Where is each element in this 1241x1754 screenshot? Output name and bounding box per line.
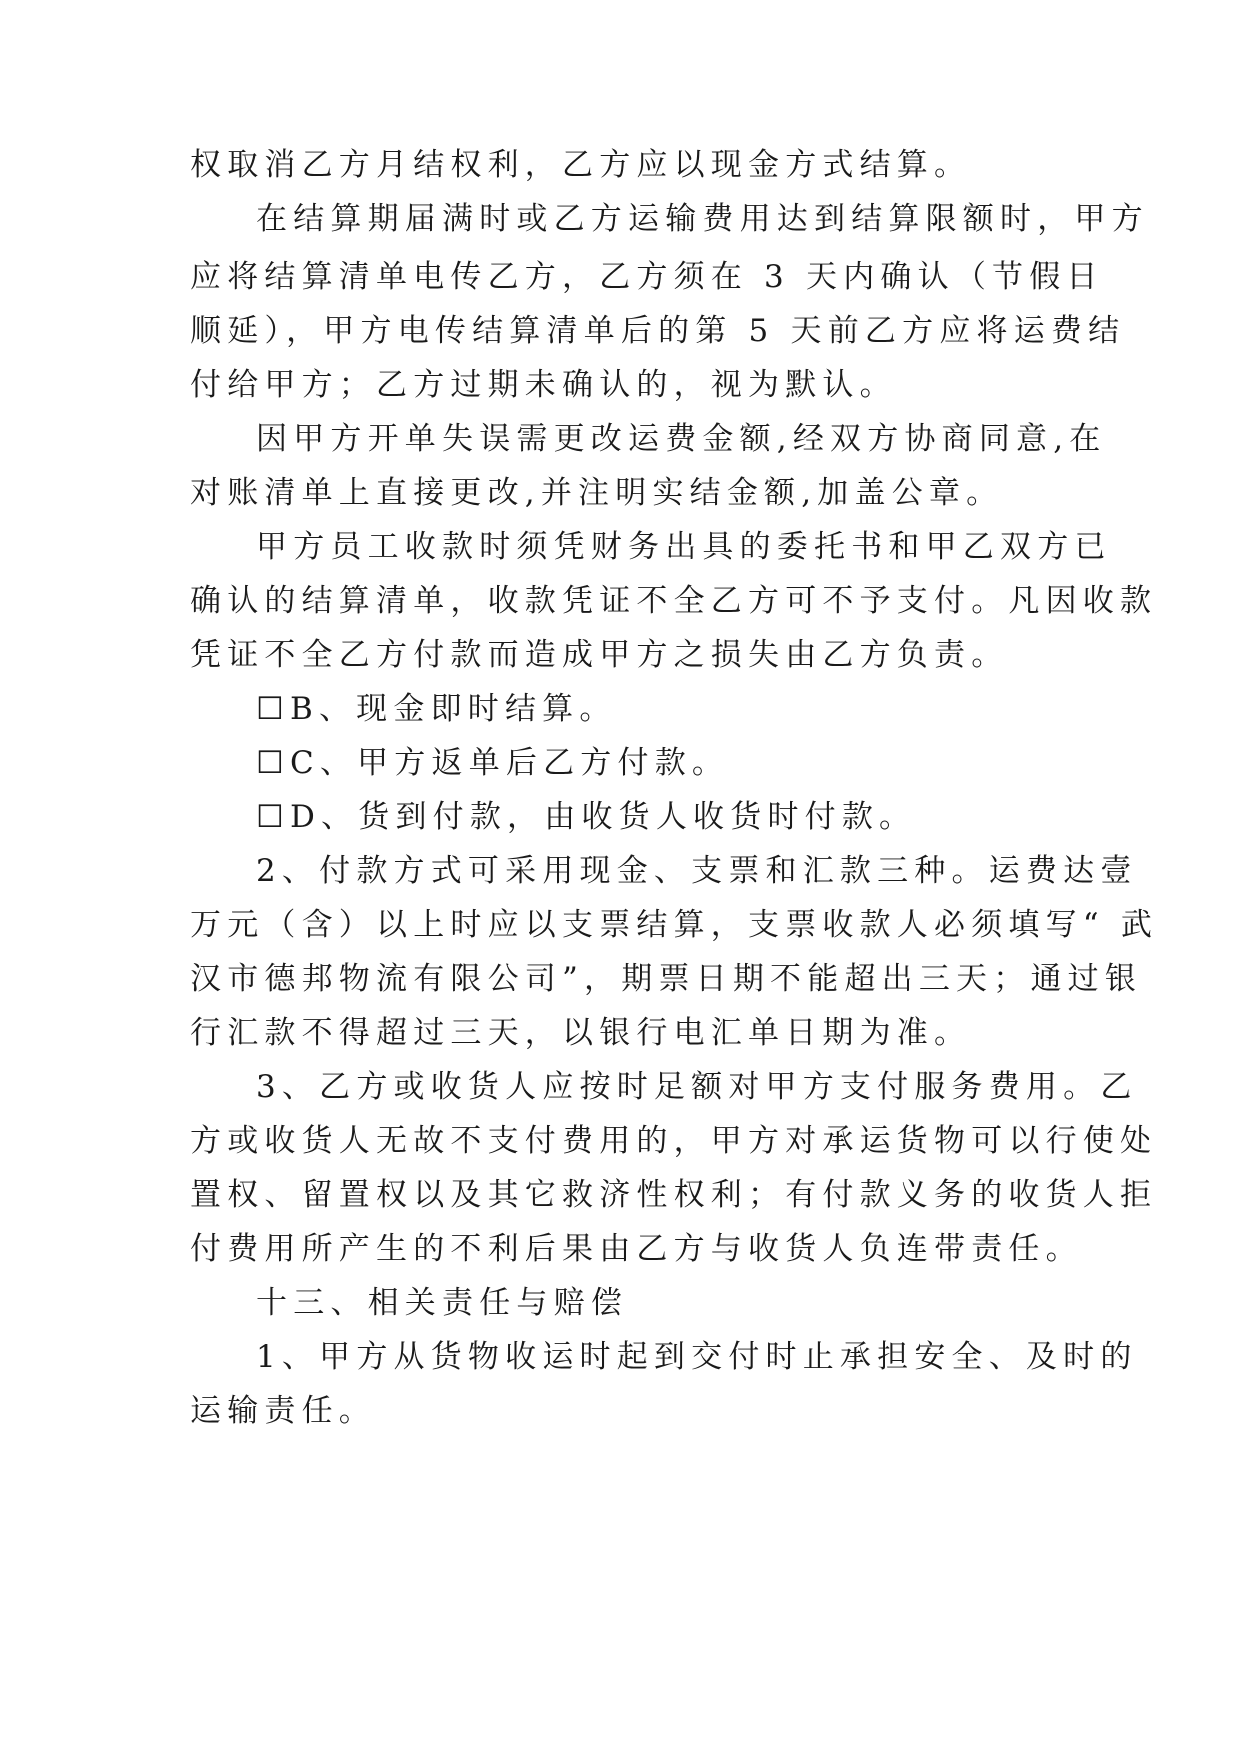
paragraph-start: 2、付款方式可采用现金、支票和汇款三种。运费达壹: [256, 853, 1138, 889]
text-line: 确认的结算清单，收款凭证不全乙方可不予支付。凡因收款: [190, 583, 1158, 619]
text-line: 顺延），甲方电传结算清单后的第 5 天前乙方应将运费结: [190, 313, 1126, 349]
text-line: 汉市德邦物流有限公司”，期票日期不能超出三天；通过银: [190, 961, 1143, 997]
text-line: 权取消乙方月结权利，乙方应以现金方式结算。: [190, 147, 972, 183]
text-line: 方或收货人无故不支付费用的，甲方对承运货物可以行使处: [190, 1123, 1158, 1159]
text-line: 付给甲方；乙方过期未确认的，视为默认。: [190, 367, 897, 403]
text-line: 对账清单上直接更改,并注明实结金额,加盖公章。: [190, 475, 1004, 511]
paragraph-start: 1、甲方从货物收运时起到交付时止承担安全、及时的: [256, 1339, 1138, 1375]
text-line: 凭证不全乙方付款而造成甲方之损失由乙方负责。: [190, 637, 1009, 673]
text-line: 行汇款不得超过三天，以银行电汇单日期为准。: [190, 1015, 972, 1051]
text-line: 万元（含）以上时应以支票结算，支票收款人必须填写“ 武: [190, 907, 1159, 943]
text-line: 置权、留置权以及其它救济性权利；有付款义务的收货人拒: [190, 1177, 1158, 1213]
checkbox-option-c: ☐C、甲方返单后乙方付款。: [256, 745, 730, 781]
text-line: 运输责任。: [190, 1393, 376, 1429]
paragraph-start: 甲方员工收款时须凭财务出具的委托书和甲乙双方已: [256, 529, 1112, 565]
checkbox-option-b: ☐B、现金即时结算。: [256, 691, 617, 727]
text-line: 应将结算清单电传乙方，乙方须在 3 天内确认（节假日: [190, 259, 1104, 295]
checkbox-option-d: ☐D、货到付款，由收货人收货时付款。: [256, 799, 917, 835]
paragraph-start: 在结算期届满时或乙方运输费用达到结算限额时，甲方: [256, 201, 1149, 237]
paragraph-start: 3、乙方或收货人应按时足额对甲方支付服务费用。乙: [256, 1069, 1138, 1105]
paragraph-start: 因甲方开单失误需更改运费金额,经双方协商同意,在: [256, 421, 1107, 457]
text-line: 付费用所产生的不利后果由乙方与收货人负连带责任。: [190, 1231, 1083, 1267]
section-heading: 十三、相关责任与赔偿: [256, 1285, 628, 1321]
